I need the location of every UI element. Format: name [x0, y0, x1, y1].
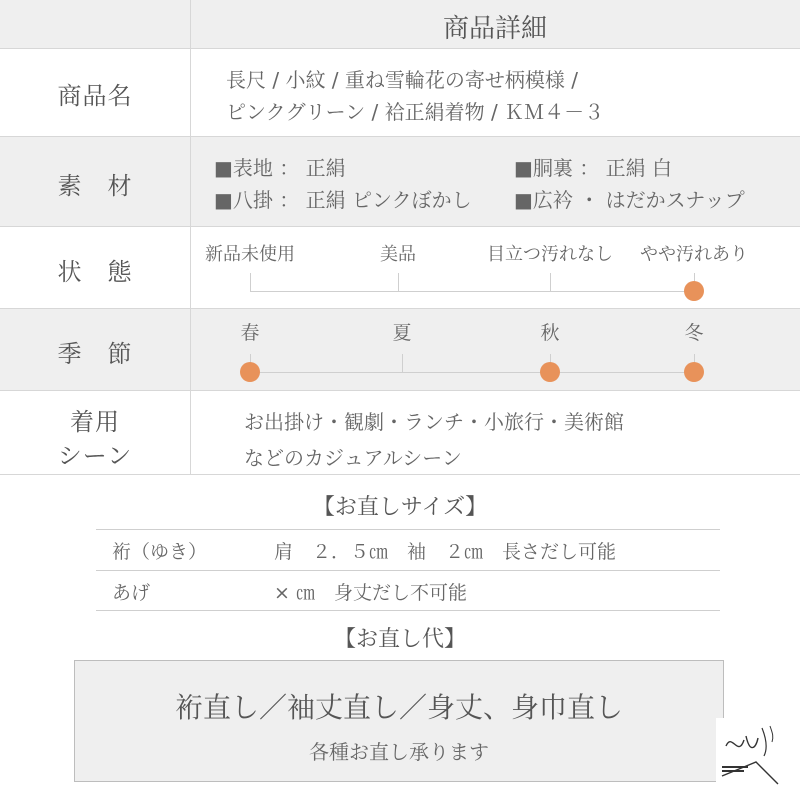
divider [96, 529, 720, 530]
season-label-spring: 春 [240, 322, 260, 344]
alteration-row-label: 裄（ゆき） [112, 541, 208, 563]
condition-level-label: やや汚れあり [640, 244, 748, 265]
divider [0, 48, 800, 49]
row-label-condition: 状 態 [57, 258, 133, 286]
row-label-scene-2: シーン [57, 442, 133, 470]
alteration-fee-sub: 各種お直し承ります [309, 740, 489, 764]
alteration-row-value: × ㎝ 身丈だし不可能 [274, 582, 467, 604]
alteration-fee-title: 【お直し代】 [333, 627, 466, 652]
condition-level-label: 新品未使用 [205, 244, 295, 265]
season-label-summer: 夏 [392, 322, 412, 344]
season-active-dot [684, 362, 704, 382]
alteration-size-title: 【お直しサイズ】 [312, 495, 488, 520]
brand-logo [716, 718, 786, 790]
divider [0, 226, 800, 227]
material-hakake: ■八掛 ： 正絹 ピンクぼかし [214, 188, 472, 212]
condition-selected-dot [684, 281, 704, 301]
divider [0, 308, 800, 309]
material-face: ■表地 ： 正絹 [214, 156, 346, 180]
season-label-winter: 冬 [684, 322, 704, 344]
material-lining: ■胴裏 ： 正絹 白 [514, 156, 672, 180]
product-name-line2: ピンクグリーン / 袷正絹着物 / ＫＭ４－３ [226, 100, 605, 124]
condition-level-label: 目立つ汚れなし [487, 244, 613, 265]
brand-logo-mark-icon [716, 718, 786, 790]
scene-line1: お出掛け・観劇・ランチ・小旅行・美術館 [244, 410, 624, 434]
season-active-dot [240, 362, 260, 382]
season-scale-line [250, 372, 694, 373]
divider [0, 136, 800, 137]
divider [96, 610, 720, 611]
season-tick [402, 354, 403, 372]
row-label-name: 商品名 [57, 82, 133, 110]
divider [96, 570, 720, 571]
product-name-line1: 長尺 / 小紋 / 重ね雪輪花の寄せ柄模様 / [226, 68, 579, 92]
condition-scale-line [250, 291, 694, 292]
page-title: 商品詳細 [442, 14, 547, 44]
row-label-scene-1: 着用 [70, 408, 120, 436]
condition-tick [550, 273, 551, 291]
material-collar: ■広衿 ・ はだかスナップ [514, 188, 745, 212]
season-active-dot [540, 362, 560, 382]
scene-line2: などのカジュアルシーン [244, 446, 462, 470]
condition-tick [398, 273, 399, 291]
column-divider [190, 0, 191, 474]
condition-tick [250, 273, 251, 291]
alteration-fee-main: 裄直し／袖丈直し／身丈、身巾直し [174, 691, 623, 724]
season-label-autumn: 秋 [540, 322, 560, 344]
condition-level-label: 美品 [380, 244, 416, 265]
divider [0, 474, 800, 475]
alteration-row-label: あげ [112, 582, 151, 604]
row-label-season: 季 節 [57, 340, 133, 368]
divider [0, 390, 800, 391]
alteration-row-value: 肩 ２．５㎝ 袖 ２㎝ 長さだし可能 [274, 541, 617, 563]
row-label-material: 素 材 [57, 172, 133, 200]
